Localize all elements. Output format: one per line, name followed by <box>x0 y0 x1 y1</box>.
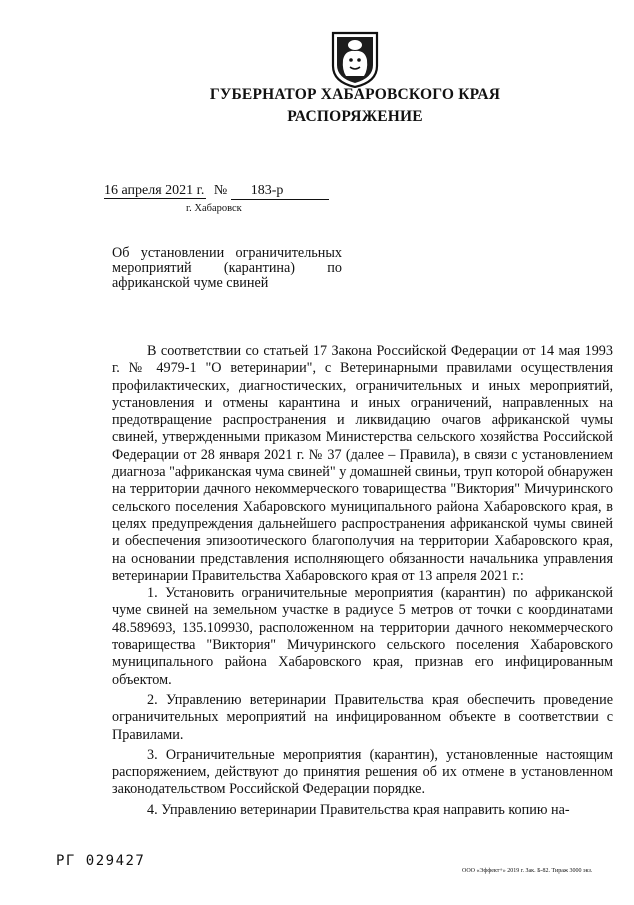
document-number: 183-р <box>231 183 329 200</box>
date-number-line <box>104 183 329 200</box>
clause-2-paragraph: 2. Управлению ветеринарии Правительства края обеспечить проведение ограничительных мероприятий на инфицированном объекте в соответствии с Правилами. <box>112 691 613 743</box>
number-label: № <box>213 183 228 198</box>
preamble-paragraph: В соответствии со статьей 17 Закона Российской Федерации от 14 мая 1993 г. № 4979-1 "О ветеринарии", с Ветеринарными правилами осуществления профилактических, диагностических, ограничительных и иных мероприятий, установления и отмены карантина и иных ограничений, направленных на предотвращение распространения и ликвидацию очагов африканской чумы свиней, утвержденными приказом Министерства сельского хозяйства Российской Федерации от 28 января 2021 г. № 37 (далее – Правила), в связи с установлением диагноза "африканская чума свиней" у домашней свиньи, труп которой обнаружен на территории дачного некоммерческого товарищества "Виктория" Мичуринского сельского поселения Хабаровского муниципального района Хабаровского края, в целях предупреждения дальнейшего распространения африканской чумы свиней и обеспечения эпизоотического благополучия на территории Хабаровского края, на основании представления исполняющего обязанности начальника управления ветеринарии Правительства Хабаровского края от 13 апреля 2021 г.: <box>112 343 613 584</box>
coat-of-arms-icon <box>330 30 380 88</box>
form-serial-number: РГ 029427 <box>56 853 146 869</box>
printer-imprint: ООО «Эффект+» 2019 г. Зак. Б-82. Тираж 3000 экз. <box>462 868 593 874</box>
document-subject: Об установлении ограничительных мероприятий (карантина) по африканской чуме свиней <box>112 245 342 291</box>
clause-1-paragraph: 1. Установить ограничительные мероприятия (карантин) по африканской чуме свиней на земельном участке в радиусе 5 метров от точки с координатами 48.589693, 135.109930, расположенном на территории дачного некоммерческого товарищества "Виктория" Мичуринского сельского поселения Хабаровского муниципального района Хабаровского края, признав его инфицированным объектом. <box>112 585 613 688</box>
document-date: 16 апреля 2021 г. <box>104 183 205 198</box>
issuer-title: ГУБЕРНАТОР ХАБАРОВСКОГО КРАЯ <box>209 86 501 103</box>
clause-3-paragraph: 3. Ограничительные мероприятия (карантин), установленные настоящим распоряжением, действуют до принятия решения об их отмене в установленном законодательством Российской Федерации порядке. <box>112 746 613 798</box>
document-body <box>112 343 613 819</box>
city-label: г. Хабаровск <box>186 203 242 214</box>
document-type-title: РАСПОРЯЖЕНИЕ <box>287 108 423 125</box>
clause-4-paragraph: 4. Управлению ветеринарии Правительства края направить копию на- <box>147 801 570 818</box>
